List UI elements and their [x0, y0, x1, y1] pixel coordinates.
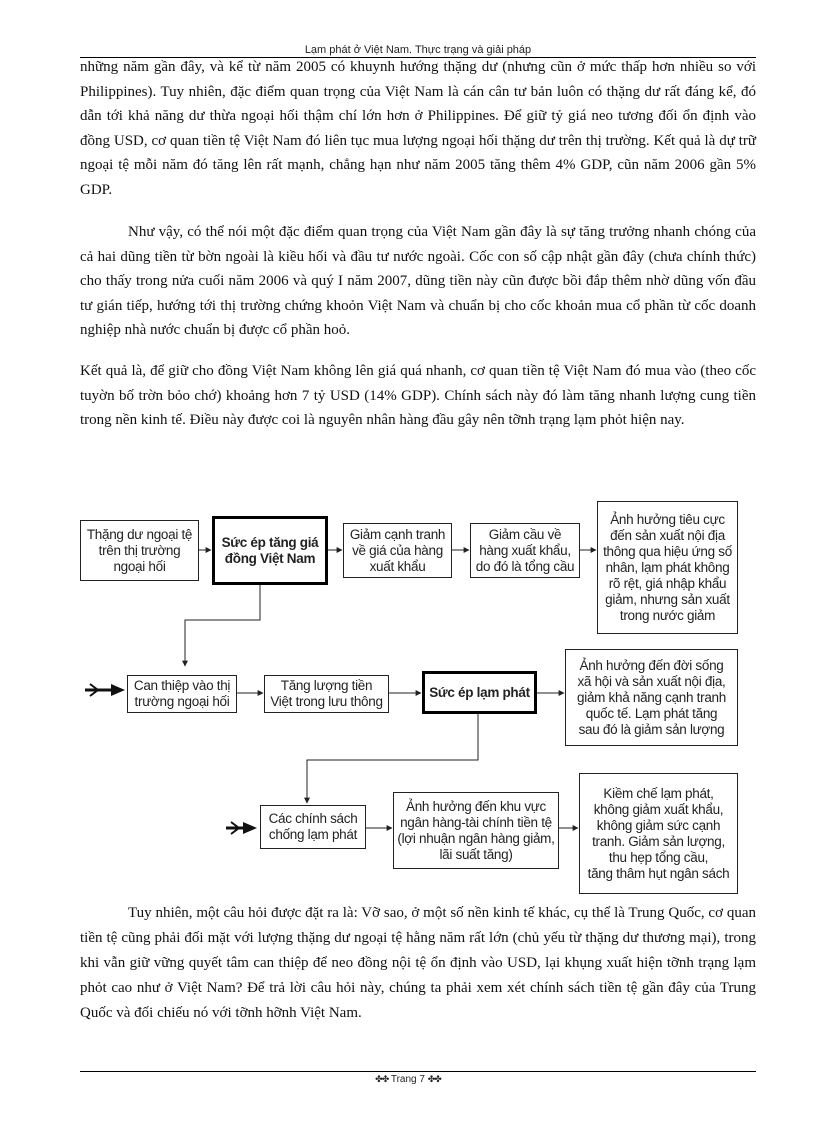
box-inflation-control-outcome: Kiềm chế lạm phát, không giảm xuất khẩu, không giảm sức cạnh tranh. Giảm sản lượng, thu hẹp tổng cầu, tăng thâm hụt ngân sách [579, 773, 738, 894]
paragraph-1: những năm gần đây, và kể từ năm 2005 có khuynh hướng thặng dư (nhưng cũn ở mức thấp hơn nhiều so với Philippines). Tuy nhiên, đặc điểm quan trọng của Việt Nam là cán cân tư bản luôn có thặng dư rất đáng kể, đó dẫn tới khả năng dư thừa ngoại hối thậm chí lớn hơn ở Philippines. Để giữ tỷ giá neo tương đối ổn định vào đồng USD, cơ quan tiền tệ Việt Nam đó liên tục mua lượng ngoại hối thặng dư trên thị trường. Kết quả là dự trữ ngoại tệ mỗi năm đó tăng lên rất mạnh, chẳng hạn như năm 2005 tăng thêm 4% GDP, cũn năm 2006 gần 5% GDP. [80, 59, 756, 198]
paragraph-3: Kết quả là, để giữ cho đồng Việt Nam không lên giá quá nhanh, cơ quan tiền tệ Việt Nam đó mua vào (theo cốc tuyờn bố trờn bỏo chớ) khoảng hơn 7 tỷ USD (14% GDP). Chính sách này đó làm tăng nhanh lượng cung tiền trong nền kinh tế. Điều này được coi là nguyên nhân hàng đầu gây nên tỡnh trạng lạm phỏt hiện nay. [80, 363, 756, 429]
page-header: Lạm phát ở Việt Nam. Thực trạng và giải pháp [80, 44, 756, 58]
page-number: Trang 7 [390, 1074, 425, 1085]
box-forex-intervention: Can thiệp vào thị trường ngoại hối [127, 675, 237, 713]
box-anti-inflation-policies: Các chính sách chống lạm phát [260, 805, 366, 849]
box-inflation-pressure: Sức ép lạm phát [422, 671, 537, 714]
box-banking-sector-impact: Ảnh hưởng đến khu vực ngân hàng-tài chính tiền tệ (lợi nhuận ngân hàng giảm, lãi suất tăng) [393, 792, 559, 869]
box-export-price-competition: Giảm cạnh tranh về giá của hàng xuất khẩu [343, 523, 452, 578]
footer-ornament-left: ✤✤ [375, 1074, 389, 1084]
connector-r2-r3 [307, 714, 478, 803]
page-footer [0, 1074, 816, 1085]
box-domestic-production-impact: Ảnh hưởng tiêu cực đến sản xuất nội địa thông qua hiệu ứng số nhân, lạm phát không rõ rệt, giá nhập khẩu giảm, nhưng sản xuất trong nước giảm [597, 501, 738, 634]
box-money-supply-increase: Tăng lượng tiền Việt trong lưu thông [264, 675, 389, 713]
footer-ornament-right: ✤✤ [427, 1074, 441, 1084]
entry-arrow-row2 [85, 684, 125, 696]
box-vnd-appreciation-pressure: Sức ép tăng giá đồng Việt Nam [212, 516, 328, 585]
box-export-demand-decline: Giảm cầu về hàng xuất khẩu, do đó là tổng cầu [470, 523, 580, 578]
paragraph-2: Như vậy, có thể nói một đặc điểm quan trọng của Việt Nam gần đây là sự tăng trưởng nhanh chóng của cả hai dũng tiền từ bờn ngoài là kiều hối và đầu tư nước ngoài. Cốc con số cập nhật gần đây (chưa chính thức) cho thấy trong nửa cuối năm 2006 và quý I năm 2007, dũng tiền này cũn được bồi đắp thêm nhờ dũng vốn đầu tư gián tiếp, hướng tới thị trường chứng khoỏn Việt Nam và chuẩn bị cho cốc khoản mua cổ phần từ cốc doanh nghiệp nhà nước chuẩn bị được cổ phần hoỏ. [80, 224, 756, 339]
paragraph-4: Tuy nhiên, một câu hỏi được đặt ra là: Vỡ sao, ở một số nền kinh tế khác, cụ thể là Trung Quốc, cơ quan tiền tệ cũng phải đối mặt với lượng thặng dư ngoại tệ hằng năm rất lớn (chủ yếu từ thặng dư thương mại), trong khi vẫn giữ vững quyết tâm can thiệp để neo đồng nội tệ ổn định vào USD, lại khụng xuất hiện tỡnh trạng lạm phỏt cao như ở Việt Nam? Để trả lời câu hỏi này, chúng ta phải xem xét chính sách tiền tệ gần đây của Trung Quốc và đối chiếu nó với tỡnh hỡnh Việt Nam. [80, 905, 756, 1021]
box-social-impact: Ảnh hưởng đến đời sống xã hội và sản xuất nội địa, giảm khả năng cạnh tranh quốc tế. Lạm phát tăng sau đó là giảm sản lượng [565, 649, 738, 746]
connector-r1-r2 [185, 585, 260, 666]
footer-rule [80, 1071, 756, 1072]
entry-arrow-row3 [226, 822, 257, 834]
box-forex-surplus: Thặng dư ngoại tệ trên thị trường ngoại hối [80, 520, 199, 581]
